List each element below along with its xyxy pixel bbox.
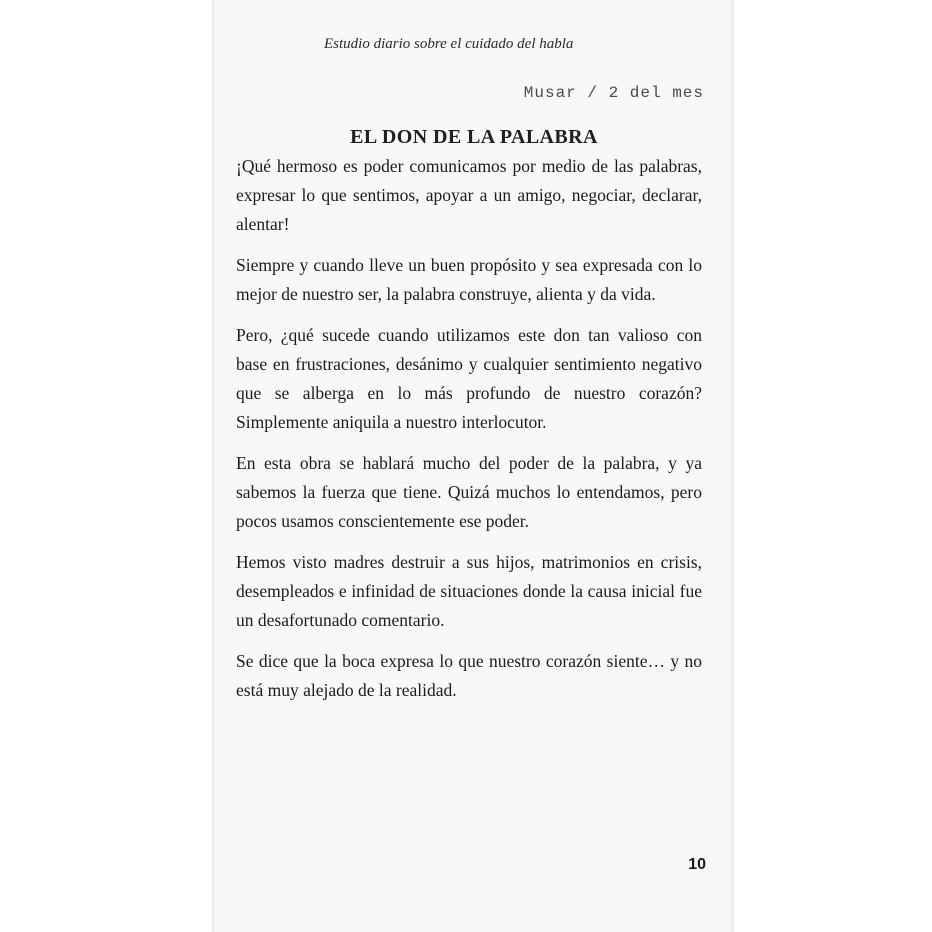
page-edge-right [730,0,734,932]
section-label: Musar / 2 del mes [523,84,704,102]
paragraph: Hemos visto madres destruir a sus hijos, matrimonios en crisis, desempleados e infinidad de situaciones donde la causa inicial fue un desafortunado comentario. [236,552,702,630]
body-text [236,152,702,717]
page-edge-left [212,0,215,932]
paragraph: En esta obra se hablará mucho del poder de la palabra, y ya sabemos la fuerza que tiene. Quizá muchos lo entendamos, pero pocos usamos conscientemente ese poder. [236,453,702,531]
paragraph: Se dice que la boca expresa lo que nuestro corazón siente… y no está muy alejado de la realidad. [236,651,702,700]
book-page [212,0,734,932]
chapter-title: EL DON DE LA PALABRA [350,126,598,148]
paragraph: Pero, ¿qué sucede cuando utilizamos este don tan valioso con base en frustraciones, desánimo y cualquier sentimiento negativo que se alberga en lo más profundo de nuestro corazón? Simplemente aniquila a nuestro interlocutor. [236,325,702,432]
page-number: 10 [688,856,706,873]
paragraph: Siempre y cuando lleve un buen propósito y sea expresada con lo mejor de nuestro ser, la palabra construye, alienta y da vida. [236,255,702,304]
paragraph: ¡Qué hermoso es poder comunicamos por medio de las palabras, expresar lo que sentimos, apoyar a un amigo, negociar, declarar, alentar! [236,156,702,234]
running-header: Estudio diario sobre el cuidado del habla [324,36,574,52]
